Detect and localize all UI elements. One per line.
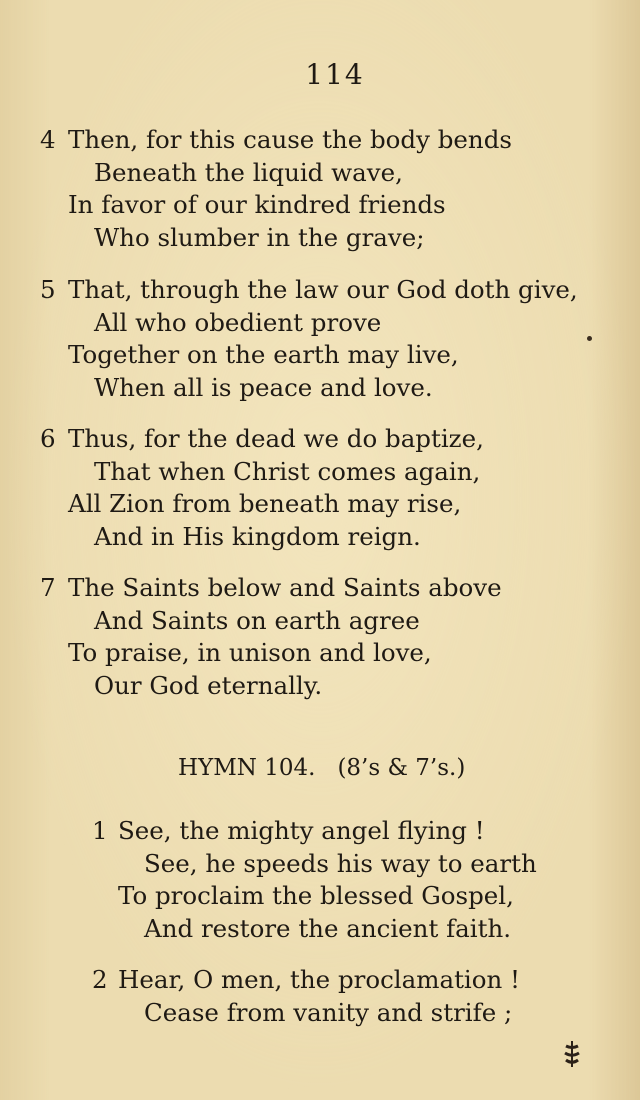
stanza-line-3: In favor of our kindred friends: [68, 190, 446, 219]
stanza-line-text: The Saints below and Saints above: [68, 573, 502, 602]
stanza-6: [40, 423, 484, 553]
stanza-line-3: All Zion from beneath may rise,: [68, 489, 462, 518]
stanza-line-4: When all is peace and love.: [94, 372, 433, 402]
stanza-line-text: Hear, O men, the proclamation !: [118, 965, 520, 994]
stanza-line-1: [92, 964, 520, 997]
stanza-line-text: See, the mighty angel flying !: [118, 816, 485, 845]
stanza-line-3: To praise, in unison and love,: [68, 638, 432, 667]
stanza-line-2: Beneath the liquid wave,: [94, 157, 403, 187]
stanza-line-4: And in His kingdom reign.: [94, 521, 421, 551]
stanza-line-2: See, he speeds his way to earth: [144, 848, 537, 878]
hymn-meter: (8’s & 7’s.): [337, 755, 466, 781]
stanza-7: [40, 572, 502, 702]
stanza-4: [40, 124, 512, 254]
stanza-number: 6: [40, 424, 56, 453]
stanza-number: 4: [40, 125, 56, 154]
stanza-number: 7: [40, 573, 56, 602]
stanza-line-2: All who obedient prove: [94, 307, 382, 337]
stanza-line-3: To proclaim the blessed Gospel,: [118, 881, 514, 910]
stanza-line-1: [40, 274, 578, 307]
stanza-line-1: [92, 815, 537, 848]
stanza-number: 5: [40, 275, 56, 304]
stanza-line-4: Our God eternally.: [94, 670, 323, 700]
stanza-line-1: [40, 572, 502, 605]
hymn-title: HYMN 104.: [178, 755, 316, 781]
stanza-line-1: [40, 423, 484, 456]
stanza-number: 1: [92, 816, 108, 845]
stanza-number: 2: [92, 965, 108, 994]
stanza-line-3: Together on the earth may live,: [68, 340, 459, 369]
stanza-5: [40, 274, 578, 404]
hymn-stanza-2: [92, 964, 520, 1029]
hymn-heading: [178, 755, 465, 781]
ink-spot: [587, 336, 592, 341]
stanza-line-text: Thus, for the dead we do baptize,: [68, 424, 484, 453]
stanza-line-1: [40, 124, 512, 157]
stanza-line-2: That when Christ comes again,: [94, 456, 481, 486]
stanza-line-4: And restore the ancient faith.: [144, 913, 512, 943]
hymn-stanza-1: [92, 815, 537, 945]
stanza-line-2: And Saints on earth agree: [94, 605, 420, 635]
stanza-line-4: Who slumber in the grave;: [94, 222, 425, 252]
printer-ornament-icon: [562, 1040, 582, 1068]
stanza-line-text: Then, for this cause the body bends: [68, 125, 512, 154]
stanza-line-2: Cease from vanity and strife ;: [144, 997, 513, 1027]
stanza-line-text: That, through the law our God doth give,: [68, 275, 578, 304]
page-number: 114: [305, 58, 365, 91]
